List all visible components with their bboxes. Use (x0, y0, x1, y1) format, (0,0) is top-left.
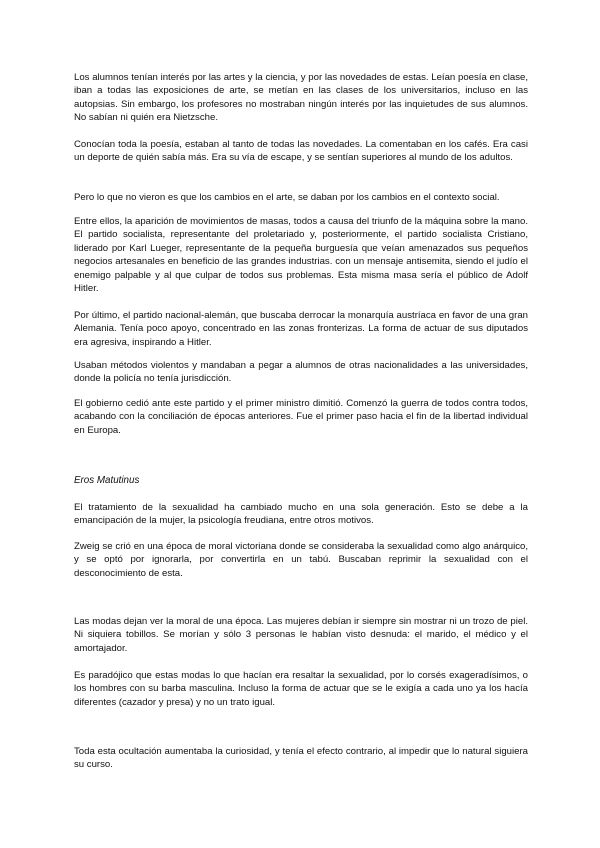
paragraph-poetry-knowledge: Conocían toda la poesía, estaban al tanto de todas las novedades. La comentaban en los cafés. Era casi un deporte de quién sabía más. Era su vía de escape, y se sentían superiores al mundo de los adultos. (74, 139, 528, 164)
paragraph-mass-movements: Entre ellos, la aparición de movimientos de masas, todos a causa del triunfo de la máquina sobre la mano. El partido socialista, representante del proletariado y, posteriormente, el partido socialista Cristiano, liderado por Karl Lueger, representante de la pequeña burguesía que veían amenazados sus pequeños negocios artesanales en beneficio de las grandes industrias. con un mensaje antisemita, siendo el judío el enemigo palpable y al que culpar de todos sus problemas. Esta misma masa sería el público de Adolf Hitler. (74, 216, 528, 295)
paragraph-sexuality-treatment: El tratamiento de la sexualidad ha cambiado mucho en una sola generación. Esto se debe a la emancipación de la mujer, la psicología freudiana, entre otros motivos. (74, 502, 528, 527)
section-heading-eros-matutinus: Eros Matutinus (74, 475, 140, 486)
paragraph-art-social-context: Pero lo que no vieron es que los cambios en el arte, se daban por los cambios en el contexto social. (74, 192, 500, 203)
paragraph-national-german-party: Por último, el partido nacional-alemán, que buscaba derrocar la monarquía austríaca en favor de una gran Alemania. Tenía poco apoyo, concentrado en las zonas fronterizas. La forma de actuar de sus diputados era agresiva, inspirando a Hitler. (74, 310, 528, 348)
paragraph-fashion-morality: Las modas dejan ver la moral de una época. Las mujeres debían ir siempre sin mostrar ni un trozo de piel. Ni siquiera tobillos. Se morían y sólo 3 personas le habían visto desnuda: el marido, el médico y el amortajador. (74, 616, 528, 654)
paragraph-victorian-morality: Zweig se crió en una época de moral victoriana donde se consideraba la sexualidad como algo anárquico, y se optó por ignorarla, por convertirla en un tabú. Buscaban reprimir la sexualidad con el desconocimiento de esta. (74, 541, 528, 579)
paragraph-government-ceded: El gobierno cedió ante este partido y el primer ministro dimitió. Comenzó la guerra de todos contra todos, acabando con la conciliación de épocas anteriores. Fue el primer paso hacia el fin de la libertad individual en Europa. (74, 398, 528, 436)
paragraph-concealment-curiosity: Toda esta ocultación aumentaba la curiosidad, y tenía el efecto contrario, al impedir que lo natural siguiera su curso. (74, 746, 528, 771)
paragraph-violent-methods: Usaban métodos violentos y mandaban a pegar a alumnos de otras nacionalidades a las universidades, donde la policía no tenía jurisdicción. (74, 360, 528, 385)
paragraph-paradoxical-fashion: Es paradójico que estas modas lo que hacían era resaltar la sexualidad, por lo corsés exageradísimos, o los hombres con su barba masculina. Incluso la forma de actuar que se le exigía a cada uno ya los hacía diferentes (cazador y presa) y no un trato igual. (74, 670, 528, 708)
paragraph-students-interests: Los alumnos tenían interés por las artes y la ciencia, y por las novedades de estas. Leían poesía en clase, iban a todas las exposiciones de arte, se metían en las clases de los universitarios, incluso en las autopsias. Sin embargo, los profesores no mostraban ningún interés por las inquietudes de sus alumnos. No sabían ni quién era Nietzsche. (74, 72, 528, 124)
